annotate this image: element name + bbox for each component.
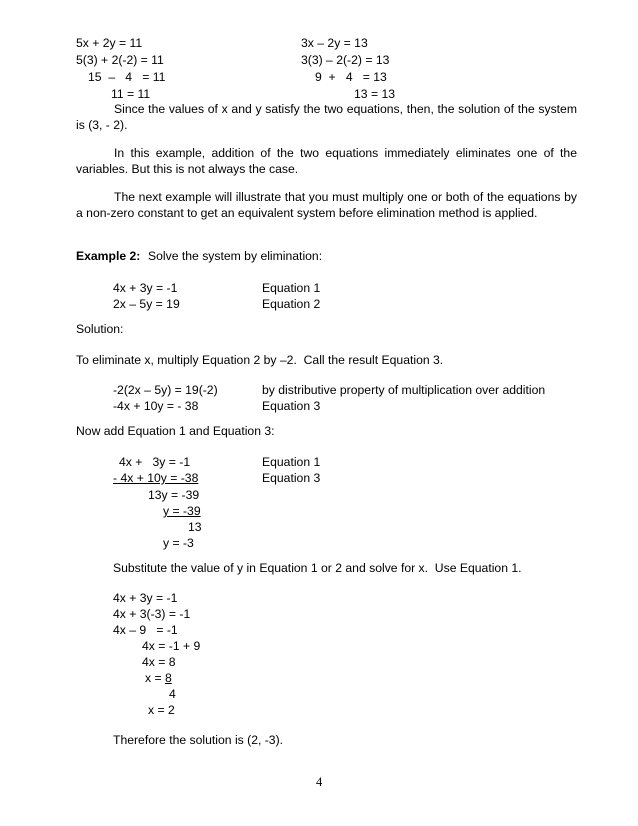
- solve-step-5: 4x = 8: [142, 655, 176, 669]
- system-eq-1: 4x + 3y = -1: [113, 281, 178, 295]
- paragraph-since: Since the values of x and y satisfy the two equations, then, the solution of the system is (3, - 2).: [76, 102, 577, 132]
- check-left-3: 15 – 4 = 11: [88, 70, 166, 84]
- system-note-1: Equation 1: [262, 281, 321, 295]
- solve-step-6-numerator: 8: [164, 671, 172, 685]
- divide-numerator: y = -39: [163, 504, 201, 518]
- add-row-2: - 4x + 10y = -38: [113, 471, 199, 485]
- add-text: Now add Equation 1 and Equation 3:: [76, 424, 275, 438]
- check-left-4: 11 = 11: [111, 87, 151, 101]
- check-right-3: 9 + 4 = 13: [315, 70, 387, 84]
- add-row-1: 4x + 3y = -1: [119, 455, 191, 469]
- solve-step-4: 4x = -1 + 9: [142, 639, 201, 653]
- paragraph-example-note: In this example, addition of the two equations immediately eliminates one of the variables. But this is not always the case.: [76, 146, 577, 176]
- y-result: y = -3: [163, 536, 194, 550]
- add-note-2: Equation 3: [262, 471, 321, 485]
- check-right-2: 3(3) – 2(-2) = 13: [301, 53, 390, 67]
- system-eq-2: 2x – 5y = 19: [113, 297, 180, 311]
- example2-prompt: Solve the system by elimination:: [148, 249, 323, 263]
- solve-step-6-prefix: x =: [145, 671, 165, 685]
- page-number: 4: [316, 775, 323, 789]
- solve-step-7: 4: [169, 687, 176, 701]
- add-note-1: Equation 1: [262, 455, 321, 469]
- solve-step-8: x = 2: [148, 703, 175, 717]
- example2-label: Example 2:: [76, 249, 141, 263]
- multiply-eq-2: -4x + 10y = - 38: [113, 399, 199, 413]
- check-right-1: 3x – 2y = 13: [301, 36, 368, 50]
- solution-label: Solution:: [76, 322, 124, 336]
- divide-denominator: 13: [188, 520, 202, 534]
- substitute-text: Substitute the value of y in Equation 1 or 2 and solve for x. Use Equation 1.: [113, 561, 522, 575]
- conclusion-text: Therefore the solution is (2, -3).: [113, 733, 284, 747]
- multiply-eq-1: -2(2x – 5y) = 19(-2): [113, 383, 218, 397]
- solve-step-2: 4x + 3(-3) = -1: [113, 607, 191, 621]
- multiply-note-2: Equation 3: [262, 399, 321, 413]
- paragraph-next-example: The next example will illustrate that you must multiply one or both of the equations by a non-zero constant to get an equivalent system before elimination method is applied.: [76, 190, 577, 220]
- solve-step-6: [145, 671, 172, 685]
- multiply-note-1: by distributive property of multiplication over addition: [262, 383, 546, 397]
- solve-step-3: 4x – 9 = -1: [113, 623, 178, 637]
- check-right-4: 13 = 13: [354, 87, 396, 101]
- system-note-2: Equation 2: [262, 297, 321, 311]
- solve-step-1: 4x + 3y = -1: [113, 591, 178, 605]
- check-left-1: 5x + 2y = 11: [76, 36, 143, 50]
- check-left-2: 5(3) + 2(-2) = 11: [76, 53, 164, 67]
- add-sum: 13y = -39: [148, 488, 200, 502]
- eliminate-text: To eliminate x, multiply Equation 2 by –2. Call the result Equation 3.: [76, 353, 444, 367]
